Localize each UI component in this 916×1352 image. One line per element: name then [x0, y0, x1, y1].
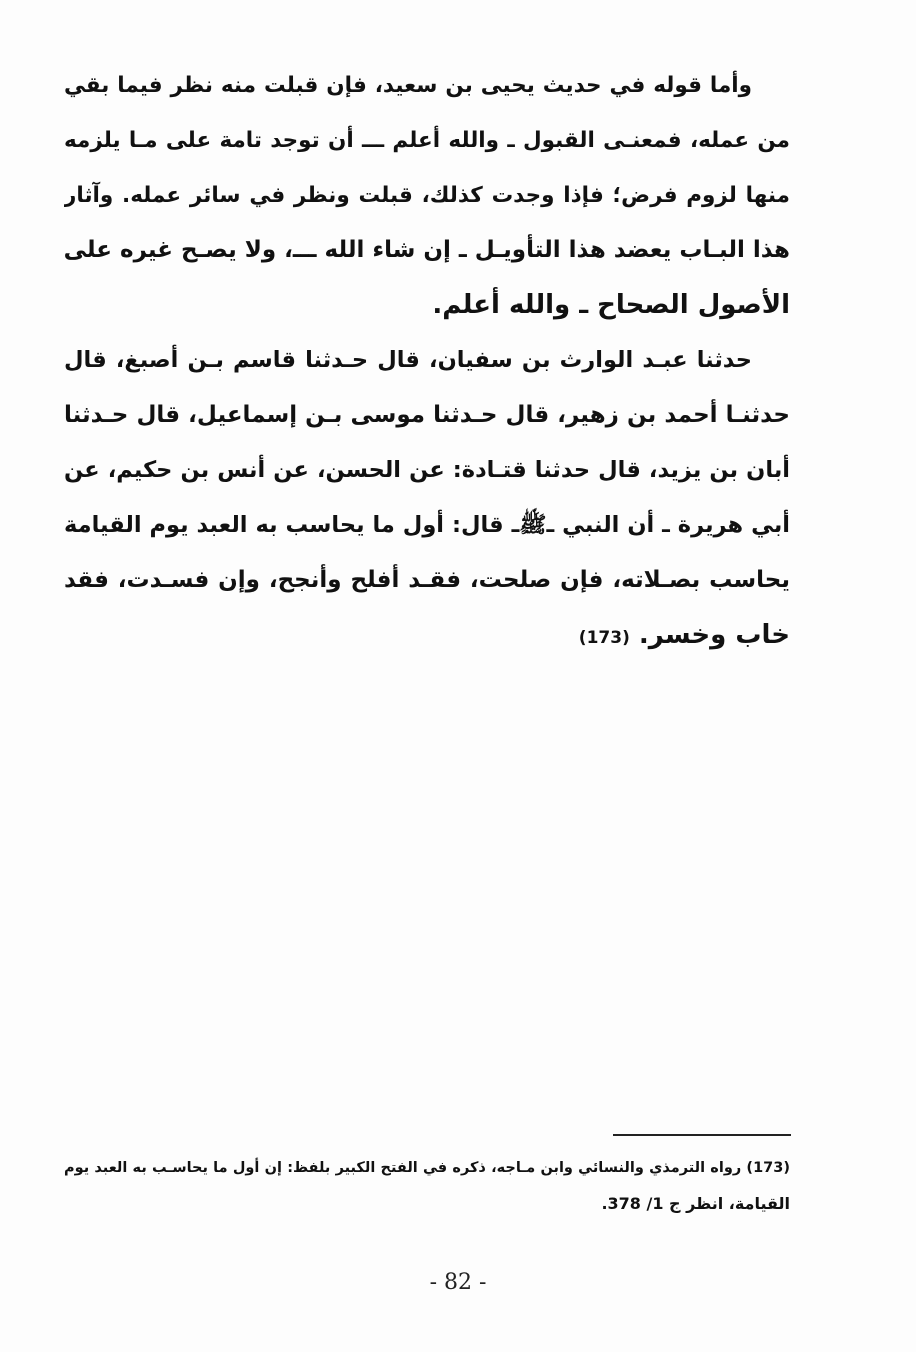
text-line: يحاسب بصـلاته، فإن صلحت، فقـد أفلح وأنجح، وإن فسـدت، فقد — [64, 567, 790, 593]
text-line: أبان بن يزيد، قال حدثنا قتـادة: عن الحسن، عن أنس بن حكيم، عن — [64, 457, 790, 483]
main-text — [64, 58, 790, 663]
text-line: حدثنا عبـد الوارث بن سفيان، قال حـدثنا قاسم بـن أصبغ، قال — [64, 347, 752, 373]
paragraph-1 — [64, 58, 790, 333]
text-line: خاب وخسر. — [638, 620, 790, 650]
text-line: من عمله، فمعنـى القبول ـ والله أعلم ـــ أن توجد تامة على مـا يلزمه — [64, 128, 790, 153]
text-line: الأصول الصحاح ـ والله أعلم. — [432, 290, 790, 320]
footnote-line: (173) رواه الترمذي والنسائي وابن مـاجه، ذكره في الفتح الكبير بلفظ: إن أول ما يحاسـب به العبد يوم — [64, 1160, 790, 1176]
paragraph-2 — [64, 333, 790, 663]
text-line: حدثنـا أحمد بن زهير، قال حـدثنا موسى بـن إسماعيل، قال حـدثنا — [64, 402, 790, 428]
footnote — [64, 1150, 790, 1222]
footnote-reference[interactable]: (173) — [578, 628, 630, 648]
text-line: منها لزوم فرض؛ فإذا وجدت كذلك، قبلت ونظر في سائر عمله. وآثار — [64, 183, 790, 208]
text-line: هذا البـاب يعضد هذا التأويـل ـ إن شاء الله ـــ، ولا يصـح غيره على — [64, 237, 790, 263]
text-line-with-footnote — [64, 608, 790, 663]
footnote-divider — [613, 1134, 791, 1136]
page-number: - 82 - — [429, 1270, 487, 1295]
text-line: أبي هريرة ـ أن النبي ـﷺـ قال: أول ما يحاسب به العبد يوم القيامة — [64, 512, 790, 538]
text-line: وأما قوله في حديث يحيى بن سعيد، فإن قبلت منه نظر فيما بقي — [64, 73, 752, 98]
footnote-line: القيامة، انظر ج 1/ 378. — [601, 1194, 790, 1213]
